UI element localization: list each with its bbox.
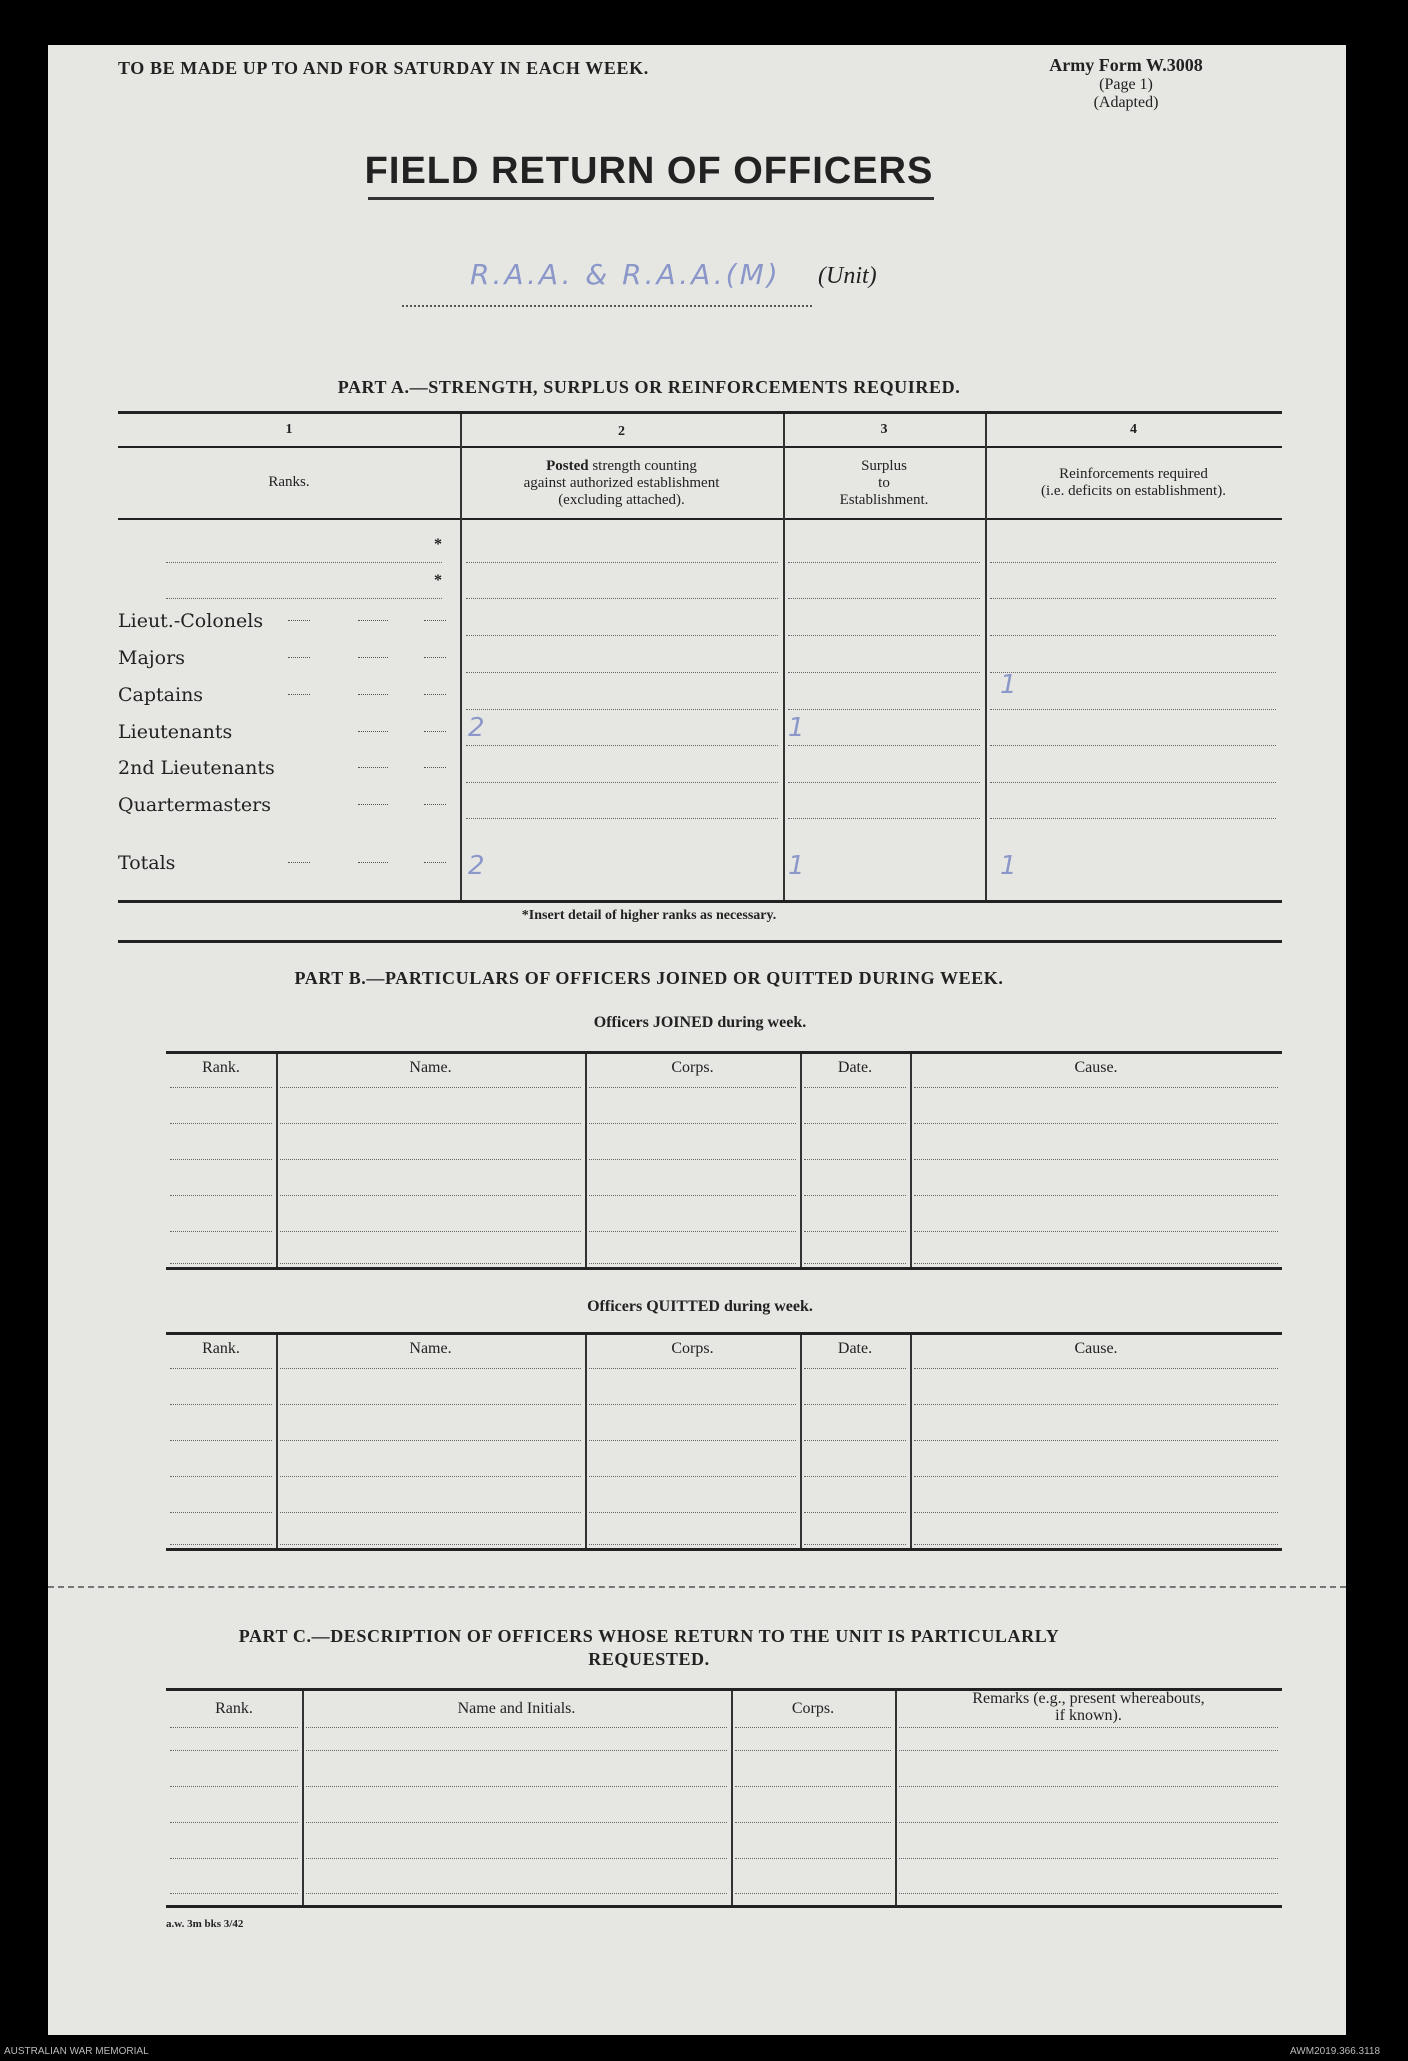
value-entry-field[interactable] <box>990 635 1276 636</box>
table-entry-field[interactable] <box>735 1750 891 1751</box>
rank-leader-dots <box>288 694 310 695</box>
table-col-divider <box>910 1054 912 1267</box>
rank-leader-dots <box>424 657 446 658</box>
table-entry-field[interactable] <box>280 1231 581 1232</box>
table-entry-field[interactable] <box>804 1512 906 1513</box>
name-initials-header: Name and Initials. <box>457 1700 576 1717</box>
table-entry-field[interactable] <box>589 1440 796 1441</box>
table-bottom-rule <box>166 1548 1282 1551</box>
part-a-bottom-rule <box>118 900 1282 903</box>
table-col-divider <box>302 1691 304 1905</box>
col-posted-line3: (excluding attached). <box>558 492 685 508</box>
form-name: Army Form W.3008 <box>1049 55 1203 75</box>
table-entry-field[interactable] <box>914 1231 1278 1232</box>
value-entry-field[interactable] <box>466 598 778 599</box>
credit-right: AWM2019.366.3118 <box>1290 2046 1381 2057</box>
col-posted-header <box>460 458 783 509</box>
value-entry-field[interactable] <box>466 562 778 563</box>
table-entry-field[interactable] <box>899 1893 1278 1894</box>
table-entry-field[interactable] <box>170 1231 272 1232</box>
value-entry-field[interactable] <box>990 818 1276 819</box>
table-entry-field[interactable] <box>170 1893 298 1894</box>
table-entry-field[interactable] <box>280 1512 581 1513</box>
lieutenants-posted-value: 2 <box>468 713 485 743</box>
print-code: a.w. 3m bks 3/42 <box>166 1918 244 1930</box>
table-entry-field[interactable] <box>914 1123 1278 1124</box>
unit-label: (Unit) <box>818 263 877 289</box>
star-marker: * <box>434 572 442 589</box>
star-marker: * <box>434 536 442 553</box>
table-entry-field[interactable] <box>280 1195 581 1196</box>
name-header: Name. <box>409 1340 452 1357</box>
part-a-top-rule <box>118 411 1282 414</box>
table-entry-field[interactable] <box>170 1087 272 1088</box>
quitted-prefix: Officers <box>587 1298 647 1315</box>
part-c-title-line1: PART C.—DESCRIPTION OF OFFICERS WHOSE RETURN TO THE UNIT IS PARTICULARLY <box>238 1626 1060 1646</box>
part-a-head-rule <box>118 518 1282 520</box>
table-entry-field[interactable] <box>170 1727 298 1728</box>
remarks-header <box>895 1690 1282 1724</box>
cause-header: Cause. <box>1074 1059 1118 1076</box>
table-entry-field[interactable] <box>280 1123 581 1124</box>
name-header: Name. <box>409 1059 452 1076</box>
table-entry-field[interactable] <box>170 1858 298 1859</box>
rank-label: 2nd Lieutenants <box>118 757 275 779</box>
col-reinf-line1: Reinforcements required <box>1059 466 1208 482</box>
rank-leader-dots <box>424 620 446 621</box>
table-bottom-rule <box>166 1905 1282 1908</box>
table-col-divider <box>731 1691 733 1905</box>
col-reinf-line2: (i.e. deficits on establishment). <box>1041 483 1226 499</box>
table-col-divider <box>800 1335 802 1548</box>
table-entry-field[interactable] <box>170 1822 298 1823</box>
table-entry-field[interactable] <box>280 1404 581 1405</box>
unit-handwritten-value: R.A.A. & R.A.A.(M) <box>470 258 781 291</box>
rank-label: Lieutenants <box>118 721 233 743</box>
table-entry-field[interactable] <box>280 1263 581 1264</box>
table-entry-field[interactable] <box>914 1263 1278 1264</box>
table-entry-field[interactable] <box>804 1159 906 1160</box>
table-entry-field[interactable] <box>589 1512 796 1513</box>
value-entry-field[interactable] <box>788 709 980 710</box>
table-entry-field[interactable] <box>589 1159 796 1160</box>
joined-suffix: during week. <box>713 1014 807 1031</box>
table-entry-field[interactable] <box>170 1404 272 1405</box>
part-a-title: PART A.—STRENGTH, SURPLUS OR REINFORCEMENTS REQUIRED. <box>337 377 961 397</box>
table-entry-field[interactable] <box>899 1822 1278 1823</box>
table-entry-field[interactable] <box>735 1727 891 1728</box>
rank-leader-dots <box>424 862 446 863</box>
corps-header: Corps. <box>671 1059 714 1076</box>
rank-leader-dots <box>424 694 446 695</box>
captains-reinforcements-value: 1 <box>1000 670 1017 700</box>
table-entry-field[interactable] <box>914 1544 1278 1545</box>
value-entry-field[interactable] <box>466 745 778 746</box>
cause-header: Cause. <box>1074 1340 1118 1357</box>
table-entry-field[interactable] <box>280 1159 581 1160</box>
col-ranks-header: Ranks. <box>268 474 310 490</box>
col-posted-bold: Posted <box>546 458 589 474</box>
table-entry-field[interactable] <box>306 1822 727 1823</box>
table-col-divider <box>910 1335 912 1548</box>
col-posted-rest: strength counting <box>588 458 697 474</box>
part-a-end-rule <box>118 940 1282 943</box>
date-header: Date. <box>837 1340 873 1357</box>
table-entry-field[interactable] <box>589 1368 796 1369</box>
table-entry-field[interactable] <box>170 1750 298 1751</box>
corps-header: Corps. <box>671 1340 714 1357</box>
table-entry-field[interactable] <box>804 1195 906 1196</box>
totals-posted-value: 2 <box>468 851 485 881</box>
table-entry-field[interactable] <box>914 1440 1278 1441</box>
table-entry-field[interactable] <box>170 1786 298 1787</box>
table-entry-field[interactable] <box>804 1368 906 1369</box>
col-surplus-header <box>783 458 985 509</box>
value-entry-field[interactable] <box>990 745 1276 746</box>
table-entry-field[interactable] <box>899 1727 1278 1728</box>
table-entry-field[interactable] <box>804 1404 906 1405</box>
rank-leader-dots <box>358 694 388 695</box>
table-col-divider <box>276 1335 278 1548</box>
rank-leader-dots <box>358 657 388 658</box>
table-entry-field[interactable] <box>735 1893 891 1894</box>
form-number-block <box>1026 55 1226 112</box>
part-a-footnote: *Insert detail of higher ranks as necessary. <box>521 908 777 923</box>
value-entry-field[interactable] <box>990 782 1276 783</box>
rank-label: Majors <box>118 647 185 669</box>
table-entry-field[interactable] <box>170 1440 272 1441</box>
rank-leader-dots <box>424 804 446 805</box>
table-entry-field[interactable] <box>914 1404 1278 1405</box>
table-entry-field[interactable] <box>589 1123 796 1124</box>
col-number-3: 3 <box>880 422 888 437</box>
rank-leader-dots <box>358 804 388 805</box>
col-surplus-line2: to <box>878 475 890 491</box>
value-entry-field[interactable] <box>466 672 778 673</box>
remarks-line2: if known). <box>1055 1707 1122 1724</box>
rank-leader-dots <box>358 620 388 621</box>
rank-label: Captains <box>118 684 204 706</box>
table-entry-field[interactable] <box>306 1893 727 1894</box>
table-col-divider <box>585 1054 587 1267</box>
rank-label: Quartermasters <box>118 794 271 816</box>
value-entry-field[interactable] <box>466 635 778 636</box>
value-entry-field[interactable] <box>788 672 980 673</box>
col-number-4: 4 <box>1130 422 1137 437</box>
table-entry-field[interactable] <box>589 1544 796 1545</box>
col-surplus-line1: Surplus <box>861 458 907 474</box>
value-entry-field[interactable] <box>788 782 980 783</box>
remarks-line1: Remarks (e.g., present whereabouts, <box>972 1690 1205 1707</box>
rank-header: Rank. <box>202 1340 240 1357</box>
table-entry-field[interactable] <box>170 1368 272 1369</box>
table-entry-field[interactable] <box>589 1476 796 1477</box>
rank-leader-dots <box>358 767 388 768</box>
value-entry-field[interactable] <box>788 818 980 819</box>
table-bottom-rule <box>166 1267 1282 1270</box>
table-entry-field[interactable] <box>280 1544 581 1545</box>
quitted-heading <box>118 1298 1282 1316</box>
table-entry-field[interactable] <box>804 1440 906 1441</box>
table-col-divider <box>800 1054 802 1267</box>
quitted-word: QUITTED <box>646 1298 720 1315</box>
value-entry-field[interactable] <box>990 672 1276 673</box>
table-entry-field[interactable] <box>804 1476 906 1477</box>
table-entry-field[interactable] <box>280 1440 581 1441</box>
table-entry-field[interactable] <box>170 1123 272 1124</box>
rank-leader-dots <box>424 767 446 768</box>
table-entry-field[interactable] <box>899 1750 1278 1751</box>
table-entry-field[interactable] <box>899 1858 1278 1859</box>
part-c-title-line2: REQUESTED. <box>588 1649 710 1669</box>
table-entry-field[interactable] <box>914 1159 1278 1160</box>
table-entry-field[interactable] <box>735 1822 891 1823</box>
rank-leader-dots <box>424 731 446 732</box>
table-entry-field[interactable] <box>899 1786 1278 1787</box>
table-entry-field[interactable] <box>306 1858 727 1859</box>
perforation-line <box>48 1586 1346 1588</box>
table-entry-field[interactable] <box>589 1087 796 1088</box>
page-title: FIELD RETURN OF OFFICERS <box>364 150 934 192</box>
table-entry-field[interactable] <box>804 1123 906 1124</box>
value-entry-field[interactable] <box>990 598 1276 599</box>
table-entry-field[interactable] <box>589 1195 796 1196</box>
table-col-divider <box>276 1054 278 1267</box>
part-b-title: PART B.—PARTICULARS OF OFFICERS JOINED OR QUITTED DURING WEEK. <box>294 968 1004 988</box>
rank-leader-dots <box>288 657 310 658</box>
higher-rank-field[interactable] <box>166 598 442 599</box>
value-entry-field[interactable] <box>990 709 1276 710</box>
rank-label: Lieut.-Colonels <box>118 610 264 632</box>
table-col-divider <box>585 1335 587 1548</box>
rank-header: Rank. <box>202 1059 240 1076</box>
table-entry-field[interactable] <box>280 1368 581 1369</box>
value-entry-field[interactable] <box>788 745 980 746</box>
col-posted-line2: against authorized establishment <box>523 475 720 491</box>
table-entry-field[interactable] <box>306 1750 727 1751</box>
totals-reinforcements-value: 1 <box>1000 851 1017 881</box>
part-a-num-rule <box>118 446 1282 448</box>
table-entry-field[interactable] <box>170 1476 272 1477</box>
value-entry-field[interactable] <box>466 709 778 710</box>
col-reinforcements-header <box>985 466 1282 500</box>
value-entry-field[interactable] <box>466 782 778 783</box>
table-entry-field[interactable] <box>804 1544 906 1545</box>
table-entry-field[interactable] <box>306 1786 727 1787</box>
table-entry-field[interactable] <box>280 1087 581 1088</box>
joined-heading <box>118 1014 1282 1032</box>
col-surplus-line3: Establishment. <box>839 492 929 508</box>
value-entry-field[interactable] <box>788 635 980 636</box>
form-page: (Page 1) <box>1099 76 1153 93</box>
lieutenants-surplus-value: 1 <box>788 713 805 743</box>
table-entry-field[interactable] <box>589 1231 796 1232</box>
value-entry-field[interactable] <box>788 598 980 599</box>
table-entry-field[interactable] <box>589 1263 796 1264</box>
rank-header: Rank. <box>215 1700 253 1717</box>
table-entry-field[interactable] <box>804 1263 906 1264</box>
table-entry-field[interactable] <box>914 1087 1278 1088</box>
totals-label: Totals <box>118 852 176 874</box>
quitted-suffix: during week. <box>719 1298 813 1315</box>
col-number-1: 1 <box>285 422 293 437</box>
table-entry-field[interactable] <box>306 1727 727 1728</box>
table-entry-field[interactable] <box>589 1404 796 1405</box>
form-sheet <box>48 45 1346 2035</box>
title-underline <box>368 197 934 200</box>
table-entry-field[interactable] <box>735 1786 891 1787</box>
joined-word: JOINED <box>652 1014 714 1031</box>
table-top-rule <box>166 1332 1282 1335</box>
table-entry-field[interactable] <box>170 1159 272 1160</box>
table-entry-field[interactable] <box>170 1195 272 1196</box>
table-entry-field[interactable] <box>170 1544 272 1545</box>
rank-leader-dots <box>288 620 310 621</box>
totals-surplus-value: 1 <box>788 851 805 881</box>
higher-rank-field[interactable] <box>166 562 442 563</box>
credit-left: AUSTRALIAN WAR MEMORIAL <box>4 2046 149 2057</box>
rank-leader-dots <box>358 862 388 863</box>
table-entry-field[interactable] <box>170 1263 272 1264</box>
table-entry-field[interactable] <box>280 1476 581 1477</box>
table-entry-field[interactable] <box>914 1512 1278 1513</box>
col-number-2: 2 <box>618 424 625 439</box>
table-entry-field[interactable] <box>170 1512 272 1513</box>
table-top-rule <box>166 1051 1282 1054</box>
form-adapted: (Adapted) <box>1093 94 1159 111</box>
table-entry-field[interactable] <box>804 1231 906 1232</box>
joined-prefix: Officers <box>593 1014 653 1031</box>
instruction-text: TO BE MADE UP TO AND FOR SATURDAY IN EACH WEEK. <box>118 58 649 78</box>
table-entry-field[interactable] <box>735 1858 891 1859</box>
table-entry-field[interactable] <box>804 1087 906 1088</box>
table-entry-field[interactable] <box>914 1195 1278 1196</box>
rank-leader-dots <box>358 731 388 732</box>
value-entry-field[interactable] <box>466 818 778 819</box>
value-entry-field[interactable] <box>788 562 980 563</box>
date-header: Date. <box>837 1059 873 1076</box>
value-entry-field[interactable] <box>990 562 1276 563</box>
rank-leader-dots <box>288 862 310 863</box>
table-entry-field[interactable] <box>914 1476 1278 1477</box>
table-entry-field[interactable] <box>914 1368 1278 1369</box>
corps-header: Corps. <box>791 1700 835 1717</box>
